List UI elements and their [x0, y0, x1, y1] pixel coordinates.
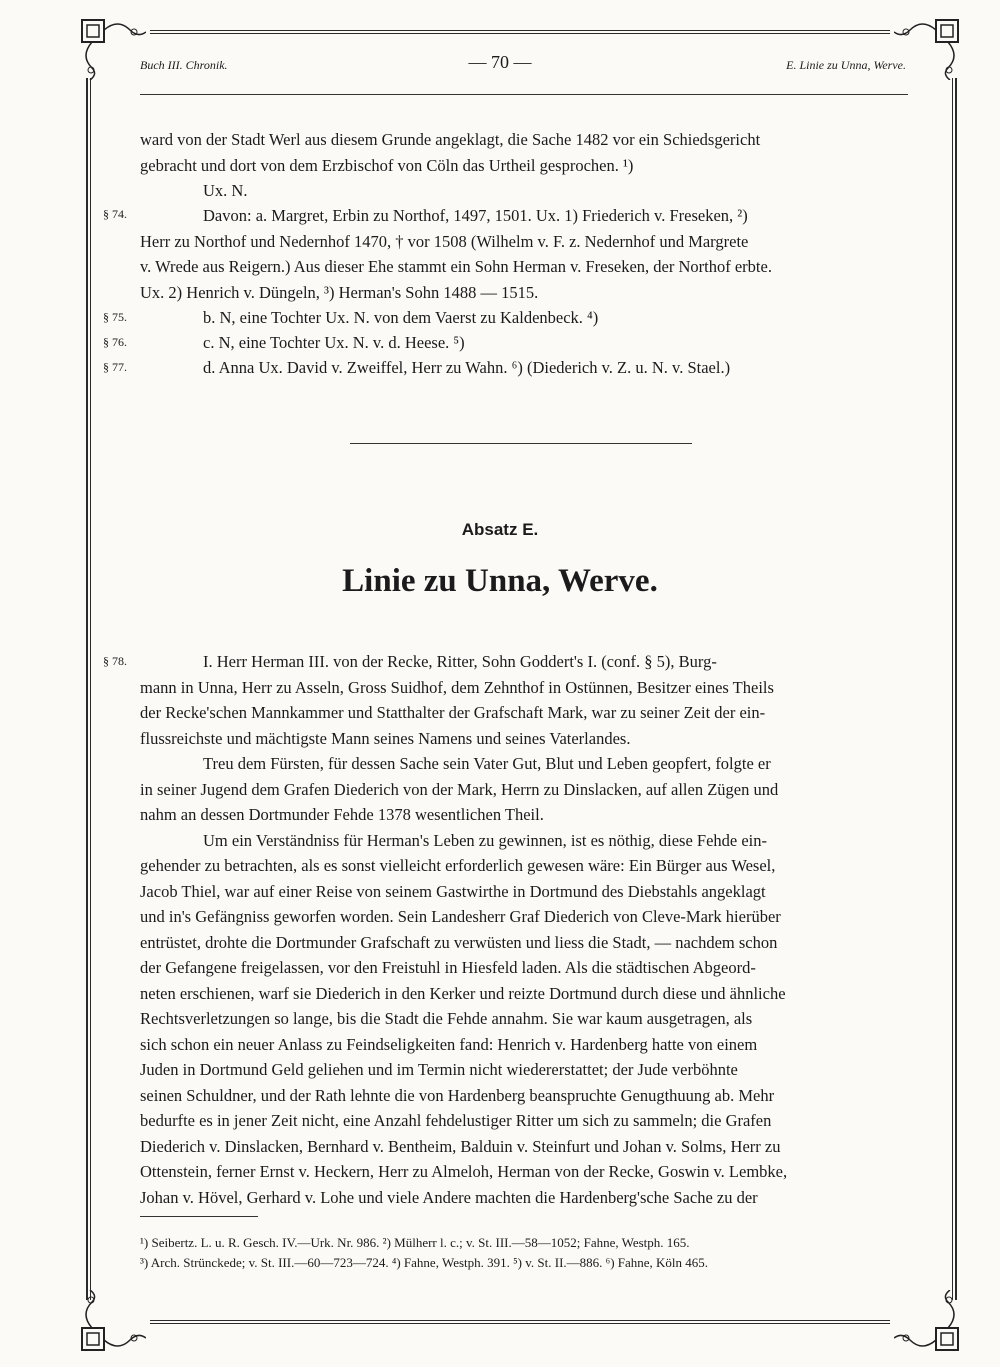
text-line: der Recke'schen Mannkammer und Statthalter der Grafschaft Mark, war zu seiner Zeit der ein-	[140, 703, 766, 722]
section-divider	[350, 443, 692, 444]
paragraph-s77	[140, 355, 908, 381]
paragraph-s78	[140, 649, 908, 1210]
paragraph-s75	[140, 305, 908, 331]
text-line: der Gefangene freigelassen, vor den Freistuhl in Hiesfeld laden. Als die städtischen Abgeord-	[140, 958, 756, 977]
text-line: Davon: a. Margret, Erbin zu Northof, 1497, 1501. Ux. 1) Friederich v. Freseken, ²)	[203, 206, 748, 225]
text-line: ward von der Stadt Werl aus diesem Grunde angeklagt, die Sache 1482 vor ein Schiedsgericht	[140, 130, 761, 149]
text-line: Johan v. Hövel, Gerhard v. Lohe und viele Andere machten die Hardenberg'sche Sache zu der	[140, 1187, 758, 1207]
text-line: entrüstet, drohte die Dortmunder Grafschaft zu verwüsten und liess die Stadt, — nachdem schon	[140, 932, 778, 952]
text-line: Um ein Verständniss für Herman's Leben zu gewinnen, ist es nöthig, diese Fehde ein-	[203, 830, 767, 850]
frame-top-line	[150, 30, 890, 31]
text-line: Herr zu Northof und Nedernhof 1470, † vor 1508 (Wilhelm v. F. z. Nedernhof und Margrete	[140, 231, 749, 251]
text-line: Ottenstein, ferner Ernst v. Heckern, Herr zu Almeloh, Herman von der Recke, Goswin v. Lembke,	[140, 1162, 788, 1181]
text-line: b. N, eine Tochter Ux. N. von dem Vaerst zu Kaldenbeck. ⁴)	[203, 308, 599, 327]
text-line: gehender zu betrachten, als es sonst vielleicht erforderlich gewesen wäre: Ein Bürger aus Wesel,	[140, 856, 776, 875]
footnote-line: ¹) Seibertz. L. u. R. Gesch. IV.—Urk. Nr. 986. ²) Mülherr l. c.; v. St. III.—58—1052; Fahne, Westph. 165.	[140, 1235, 690, 1250]
section-title: Linie zu Unna, Werve.	[342, 563, 658, 599]
text-line: neten erschienen, warf sie Diederich in den Kerker und reizte Dortmund durch diese und ähnliche	[140, 983, 786, 1003]
text-line: gebracht und dort von dem Erzbischof von Cöln das Urtheil gesprochen. ¹)	[140, 155, 634, 175]
running-header-right: E. Linie zu Unna, Werve.	[786, 58, 906, 72]
running-header-left: Buch III. Chronik.	[140, 58, 228, 72]
paragraph-continued	[140, 127, 908, 204]
text-line: Ux. 2) Henrich v. Düngeln, ³) Herman's Sohn 1488 — 1515.	[140, 282, 539, 302]
text-line: und in's Gefängniss geworfen worden. Sein Landesherr Graf Diederich von Cleve-Mark hierüber	[140, 907, 781, 926]
text-line: seinen Schuldner, und der Rath lehnte die von Hardenberg beanspruchte Genugthuung ab. Mehr	[140, 1085, 775, 1105]
ornament-corner-icon	[894, 1290, 972, 1358]
frame-bottom-line	[150, 1320, 890, 1321]
section-number: § 74.	[103, 207, 127, 221]
footnote-line: ³) Arch. Strünckede; v. St. III.—60—723—724. ⁴) Fahne, Westph. 391. ⁵) v. St. II.—886. ⁶) Fahne, Köln 465.	[140, 1255, 709, 1270]
text-line: c. N, eine Tochter Ux. N. v. d. Heese. ⁵)	[203, 333, 465, 352]
text-line: sich schon ein neuer Anlass zu Feindseligkeiten fand: Henrich v. Hardenberg hatte von einem	[140, 1034, 758, 1054]
text-line: I. Herr Herman III. von der Recke, Ritter, Sohn Goddert's I. (conf. § 5), Burg-	[203, 652, 717, 671]
section-number: § 78.	[103, 654, 127, 668]
frame-left-line-inner	[90, 78, 91, 1300]
header-rule	[140, 94, 908, 95]
text-line: bedurfte es in jener Zeit nicht, eine Anzahl fehdelustiger Ritter um sich zu sammeln; die Grafen	[140, 1111, 772, 1130]
text-line: Juden in Dortmund Geld geliehen und im Termin nicht wiedererstattet; der Jude verböhnte	[140, 1060, 738, 1079]
text-line: d. Anna Ux. David v. Zweiffel, Herr zu Wahn. ⁶) (Diederich v. Z. u. N. v. Stael.)	[203, 358, 731, 377]
text-line: Diederich v. Dinslacken, Bernhard v. Bentheim, Balduin v. Steinfurt und Johan v. Solms, Herr zu	[140, 1136, 781, 1156]
frame-right-line-inner	[952, 78, 953, 1300]
paragraph-s74	[140, 203, 908, 305]
footnotes	[140, 1233, 908, 1273]
frame-right-line	[955, 78, 957, 1300]
page-number: — 70 —	[468, 52, 532, 72]
frame-left-line	[86, 78, 88, 1300]
section-number: § 76.	[103, 335, 127, 349]
ornament-corner-icon	[68, 1290, 146, 1358]
text-line: Jacob Thiel, war auf einer Reise von seinem Gastwirthe in Dortmund des Diebstahls angeklagt	[140, 881, 766, 901]
paragraph-s76	[140, 330, 908, 356]
absatz-heading: Absatz E.	[461, 520, 539, 539]
section-number: § 77.	[103, 360, 127, 374]
text-line: Ux. N.	[203, 181, 248, 200]
text-line: Rechtsverletzungen so lange, bis die Stadt die Fehde annahm. Sie war kaum ausgetragen, als	[140, 1009, 753, 1028]
text-line: flussreichste und mächtigste Mann seines Namens und seines Vaterlandes.	[140, 728, 631, 748]
text-line: Treu dem Fürsten, für dessen Sache sein Vater Gut, Blut und Leben geopfert, folgte er	[203, 754, 771, 773]
text-line: in seiner Jugend dem Grafen Diederich von der Mark, Herrn zu Dinslacken, auf allen Zügen und	[140, 779, 779, 799]
frame-top-line-2	[150, 33, 890, 34]
section-number: § 75.	[103, 310, 127, 324]
footnote-rule	[140, 1216, 258, 1217]
text-line: nahm an dessen Dortmunder Fehde 1378 wesentlichen Theil.	[140, 805, 544, 824]
text-line: v. Wrede aus Reigern.) Aus dieser Ehe stammt ein Sohn Herman v. Freseken, der Northof erbte.	[140, 257, 772, 276]
text-line: mann in Unna, Herr zu Asseln, Gross Suidhof, dem Zehnthof in Ostünnen, Besitzer eines Theils	[140, 677, 774, 697]
frame-bottom-line-2	[150, 1323, 890, 1324]
